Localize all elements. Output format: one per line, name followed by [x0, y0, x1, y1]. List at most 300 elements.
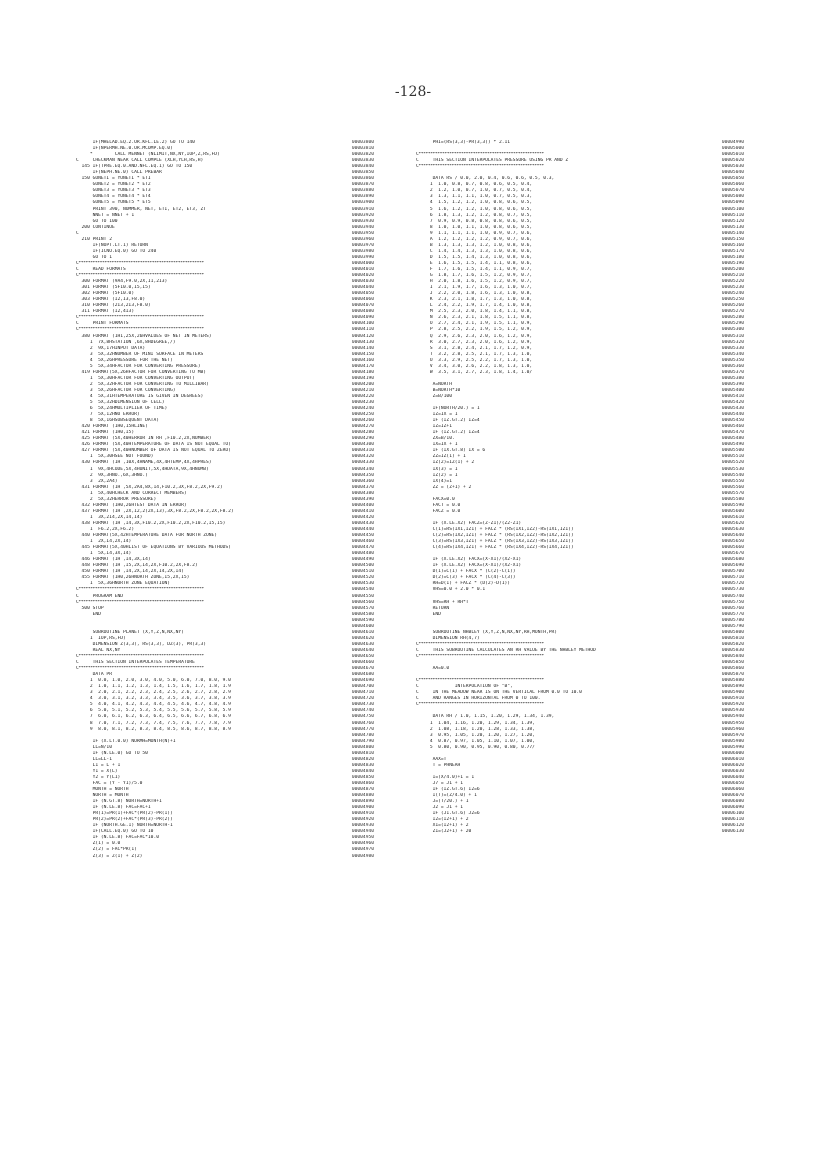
sequence-number: 00005270: [721, 309, 744, 315]
code-text: 431 FORMAT (1H ,5X,2A4,8X,14,F10.2,3X,F8.2,2X,F9.2): [76, 484, 223, 490]
code-text: C THIS SECTION INTERPOLATES TEMPERATURE: [76, 660, 195, 666]
sequence-number: 00006060: [721, 787, 744, 793]
sequence-number: 00005060: [721, 182, 744, 188]
code-text: PR(1)=PR(1)+FAC*(PR(2)-PR(1)): [76, 811, 173, 817]
code-text: S 3.1, 2.8, 2.4, 2.1, 1.7, 1.2, 0.9,: [416, 345, 533, 351]
code-text: Z1=(J2+1) + 20: [416, 829, 472, 835]
sequence-number: 00004290: [351, 436, 374, 442]
sequence-number: 00005130: [721, 224, 744, 230]
sequence-number: 00003920: [351, 212, 374, 218]
sequence-number: 00004850: [351, 774, 374, 780]
code-text: IF (IX.GT.8) IX = 6: [416, 448, 486, 454]
code-text: END: [76, 611, 101, 617]
sequence-number: 00003830: [351, 158, 374, 164]
code-text: MONTH = NORTH: [76, 787, 129, 793]
sequence-number: 00006070: [721, 793, 744, 799]
sequence-number: 00005380: [721, 375, 744, 381]
sequence-number: 00003940: [351, 224, 374, 230]
sequence-number: 00005910: [721, 696, 744, 702]
code-text: IF (NORTH.GE.1) NORTH=NORTH-1: [76, 823, 173, 829]
sequence-number: 00004440: [351, 527, 374, 532]
code-text: D 1.5, 1.5, 1.4, 1.3, 1.0, 0.8, 0.6,: [416, 254, 533, 260]
sequence-number: 00005460: [721, 424, 744, 430]
sequence-number: 00004940: [351, 829, 374, 835]
code-text: A 1.2, 1.2, 1.2, 1.2, 0.9, 0.7, 0.6,: [416, 236, 533, 242]
code-text: 9 8.0, 8.1, 8.2, 8.3, 8.4, 8.5, 8.6, 8.7, 8.8, 8.9: [76, 726, 231, 732]
sequence-number: 00005160: [721, 242, 744, 248]
code-text: 448 FORMAT (1H ,I5,2X,I4,2X,F10.2,2X,F8.2): [76, 563, 198, 569]
code-text: W 3.5, 3.1, 2.7, 2.3, 1.8, 1.4, 1.0/: [416, 369, 533, 375]
sequence-number: 00004340: [351, 466, 374, 472]
code-text: PR(2)=PR(2)+FAC*(PR(3)-PR(2)): [76, 817, 173, 823]
sequence-number: 00005300: [721, 327, 744, 333]
code-text: 9 1.1, 1.1, 1.1, 1.0, 0.9, 0.7, 0.6,: [416, 230, 533, 236]
sequence-number: 00004210: [351, 387, 374, 393]
sequence-number: 00004880: [351, 793, 374, 799]
sequence-number: 00005020: [721, 158, 744, 164]
code-text: C THIS SUBROUTINE CALCULATES AN RH VALUE BY THE NHBLEY METHOD: [416, 647, 596, 653]
sequence-number: 00004560: [351, 599, 374, 605]
code-text: C INTERPOLATION OF "B",: [416, 684, 513, 690]
code-text: FACZ = 0.0: [416, 508, 461, 514]
sequence-number: 00004620: [351, 635, 374, 641]
code-text: C(2)=RS(IX2,IZ1) + FACZ * (RS(IX2,IZ2)-RS(IX2,IZ1)): [416, 533, 574, 539]
sequence-number: 00004900: [351, 805, 374, 811]
code-text: 4 1.5, 1.2, 1.2, 1.0, 0.8, 0.6, 0.5,: [416, 200, 533, 206]
sequence-number: 00004170: [351, 363, 374, 369]
sequence-number: 00004590: [351, 617, 374, 623]
sequence-number: 00005730: [721, 587, 744, 593]
code-text: C*****************************************************: [416, 702, 544, 708]
code-text: L 2.4, 2.2, 1.9, 1.7, 1.4, 1.0, 0.8,: [416, 303, 533, 309]
sequence-number: 00004360: [351, 478, 374, 484]
code-text: 2 1.2, 1.0, 0.7, 1.0, 0.7, 0.5, 0.4,: [416, 188, 533, 194]
sequence-number: 00004130: [351, 339, 374, 345]
sequence-number: 00004300: [351, 442, 374, 448]
sequence-number: 00003990: [351, 254, 374, 260]
code-text: IF(NPERMH.NE.0.OR.MCOMP.EQ.0): [76, 146, 173, 152]
code-text: VHS=RH + RH*T: [416, 599, 469, 605]
code-text: 430 FORMAT (1H ,10X,4HNAME,4X,4HTEMP,4X,4HPRES): [76, 460, 212, 466]
sequence-number: 00005400: [721, 387, 744, 393]
code-text: 446 FORMAT (1H ,I4,3X,I4): [76, 557, 151, 563]
sequence-number: 00003910: [351, 206, 374, 212]
code-text: FAC = (Y - Y1)/5.0: [76, 780, 143, 786]
sequence-number: 00005690: [721, 563, 744, 569]
sequence-number: 00005390: [721, 381, 744, 387]
code-text: IX(3) = 1: [416, 466, 458, 472]
code-text: 426 FORMAT (5X,40HTEMPERATURE OF DATA IS NOT EQUAL TO): [76, 442, 231, 448]
code-text: SUBROUTINE NHBLEY (X,Y,Z,N,NX,NY,RH,MONTH,PR): [416, 629, 558, 635]
code-text: IF (N.GT.8) NORTH=NORTH+1: [76, 799, 162, 805]
sequence-number: 00004460: [351, 539, 374, 545]
sequence-number: 00004500: [351, 563, 374, 569]
sequence-number: 00005190: [721, 260, 744, 266]
sequence-number: 00004040: [351, 285, 374, 291]
sequence-number: 00005580: [721, 496, 744, 502]
code-text: 8 1.0, 1.0, 1.1, 1.0, 0.8, 0.6, 0.5,: [416, 224, 533, 230]
sequence-number: 00005980: [721, 738, 744, 744]
code-text: C*****************************************************: [76, 327, 204, 333]
code-text: R 3.0, 2.7, 2.3, 2.0, 1.6, 1.2, 0.9,: [416, 339, 533, 345]
sequence-number: 00005330: [721, 345, 744, 351]
sequence-number: 00004490: [351, 557, 374, 563]
sequence-number: 00004200: [351, 381, 374, 387]
code-text: C THIS SECTION INTERPOLATES PRESSURE USING PR AND Z: [416, 158, 569, 164]
sequence-number: 00004430: [351, 520, 374, 526]
sequence-number: 00004240: [351, 406, 374, 412]
sequence-number: 00005830: [721, 647, 744, 653]
sequence-number: 00004030: [351, 279, 374, 285]
sequence-number: 00005070: [721, 188, 744, 194]
code-text: IF(ICNO.EQ.0) GO TO 240: [76, 248, 157, 254]
code-text: 5 0.80, 0.90, 0.95, 0.90, 0.80, 0.77/: [416, 744, 535, 750]
sequence-number: 00004760: [351, 720, 374, 726]
code-text: RETURN: [416, 605, 450, 611]
sequence-number: 00004350: [351, 472, 374, 478]
sequence-number: 00004140: [351, 345, 374, 351]
sequence-number: 00004160: [351, 357, 374, 363]
sequence-number: 00004520: [351, 575, 374, 581]
code-text: AAX=T: [416, 756, 447, 762]
code-text: 145 IF(TPRE.EQ.0.AND.NFL.EQ.1) GO TO 150: [76, 164, 193, 170]
code-text: ZZ=IZ(1) + 1: [416, 454, 466, 460]
code-text: IF (X.LT.0.0) NORMH=MONTH(N)+1: [76, 738, 176, 744]
code-text: 311 FORMAT (I2,4I3): [76, 309, 135, 315]
sequence-number: 00004310: [351, 448, 374, 454]
sequence-number: 00003800: [351, 140, 374, 145]
sequence-number: 00004250: [351, 412, 374, 418]
sequence-number: 00005000: [721, 146, 744, 152]
code-text: 3 5X,26HFACTOR FOR CONVERTING): [76, 387, 176, 393]
code-text: LL=N/10: [76, 744, 112, 750]
code-text: 6 5X,24HMULTIPLIER OF TIME): [76, 406, 168, 412]
sequence-number: 00004710: [351, 690, 374, 696]
code-text: 3 5X,32HNUMBER OF MINI SURFACE IN METERS: [76, 351, 204, 357]
sequence-number: 00006100: [721, 811, 744, 817]
sequence-number: 00004060: [351, 297, 374, 303]
sequence-number: 00004080: [351, 309, 374, 315]
code-text: 4 5X,31HTEMPERATURE IS GIVEN IN DEGREES): [76, 393, 204, 399]
code-text: IF (N.LE.8) FAC=FAC*10.0: [76, 835, 159, 841]
sequence-number: 00004180: [351, 369, 374, 375]
code-text: C*****************************************************: [76, 653, 204, 659]
sequence-number: 00005220: [721, 279, 744, 285]
sequence-number: 00005080: [721, 194, 744, 200]
sequence-number: 00005510: [721, 454, 744, 460]
sequence-number: 00004050: [351, 291, 374, 297]
sequence-number: 00006030: [721, 768, 744, 774]
sequence-number: 00004980: [351, 853, 374, 859]
sequence-number: 00005920: [721, 702, 744, 708]
code-text: 7 6.0, 6.1, 6.2, 6.3, 6.4, 6.5, 6.6, 6.7, 6.8, 6.9: [76, 714, 231, 720]
code-text: 7 5X,12HNO ERROR): [76, 412, 140, 418]
code-text: J 2.2, 2.0, 1.8, 1.6, 1.3, 1.0, 0.8,: [416, 291, 533, 297]
sequence-number: 00005890: [721, 684, 744, 690]
sequence-number: 00006050: [721, 780, 744, 786]
code-text: DATA PR: [76, 672, 112, 678]
code-text: 7 0.9, 0.9, 0.8, 0.8, 0.8, 0.6, 0.5,: [416, 218, 533, 224]
sequence-number: 00005540: [721, 472, 744, 478]
code-text: 210 PRINT 2: [76, 236, 112, 242]
code-text: 4 5X,26HPRESSURE FOR THE NET): [76, 357, 173, 363]
code-text: NNET = NNET + 1: [76, 212, 135, 218]
sequence-number: 00004220: [351, 393, 374, 399]
code-text: 3 2X,2A4): [76, 478, 118, 484]
code-text: B 1.3, 1.3, 1.3, 1.2, 1.0, 0.8, 0.6,: [416, 242, 533, 248]
code-text: 8 5X,16HSUBSEQUENT DATA): [76, 418, 159, 424]
sequence-number: 00004510: [351, 569, 374, 575]
sequence-number: 00003840: [351, 164, 374, 170]
sequence-number: 00003980: [351, 248, 374, 254]
sequence-number: 00006120: [721, 823, 744, 829]
code-text: IF (IZ.GT.2) IZ=4: [416, 418, 480, 424]
sequence-number: 00004970: [351, 847, 374, 853]
sequence-number: 00003870: [351, 182, 374, 188]
code-text: J2 = J1 + 1: [416, 805, 464, 811]
sequence-number: 00004920: [351, 817, 374, 823]
code-text: ZZ = (Z+1) + 2: [416, 484, 472, 490]
sequence-number: 00004320: [351, 454, 374, 460]
sequence-number: 00004650: [351, 653, 374, 659]
sequence-number: 00005810: [721, 635, 744, 641]
sequence-number: 00004580: [351, 611, 374, 617]
code-text: E 1.6, 1.5, 1.5, 1.4, 1.1, 0.8, 0.6,: [416, 260, 533, 266]
code-text: T = PHNEAH: [416, 762, 461, 768]
code-text: 380 FORMAT (1H1,25X,26HVALUES OF NET IN METERS): [76, 333, 212, 339]
sequence-number: 00005620: [721, 520, 744, 526]
code-text: Z(2) = FAC*PR(1): [76, 847, 137, 853]
code-text: 425 FORMAT (5X,40HERROR IN RH ,F10.2,2X,NUMBER): [76, 436, 212, 442]
sequence-number: 00003960: [351, 236, 374, 242]
sequence-number: 00004150: [351, 351, 374, 357]
code-text: Z(3) = Z(1) + Z(2): [76, 853, 143, 859]
sequence-number: 00004380: [351, 490, 374, 496]
code-text: C*****************************************************: [76, 273, 204, 279]
sequence-number: 00005790: [721, 623, 744, 629]
code-text: IF (J1.GT.6) J2=6: [416, 811, 480, 817]
sequence-number: 00005210: [721, 273, 744, 279]
sequence-number: 00005780: [721, 617, 744, 623]
sequence-number: 00004960: [351, 841, 374, 847]
sequence-number: 00005880: [721, 678, 744, 684]
sequence-number: 00005520: [721, 460, 744, 466]
code-text: J=(T/20.) + 1: [416, 799, 469, 805]
sequence-number: 00005670: [721, 551, 744, 557]
sequence-number: 00005570: [721, 490, 744, 496]
code-text: 5 1.6, 1.2, 1.2, 1.0, 0.8, 0.6, 0.5,: [416, 206, 533, 212]
sequence-number: 00005040: [721, 170, 744, 176]
sequence-number: 00005660: [721, 545, 744, 551]
code-text: 1 3X,2I4,2X,I4,I4): [76, 514, 143, 520]
sequence-number: 00004990: [721, 140, 744, 145]
listing-left-column: [76, 140, 374, 860]
sequence-number: 00004410: [351, 508, 374, 514]
code-text: C*****************************************************: [416, 152, 544, 158]
code-text: 1 5X,30HFACTOR FOR CONVERTING OUTPUT): [76, 375, 195, 381]
code-text: G 1.8, 1.7, 1.6, 1.5, 1.2, 0.9, 0.7,: [416, 273, 533, 279]
code-text: DIMENSION RH(4,7): [416, 635, 480, 641]
code-text: C*****************************************************: [416, 641, 544, 647]
sequence-number: 00004470: [351, 545, 374, 551]
code-text: IF (IZ.GT.2) IZ=4: [416, 430, 480, 436]
code-text: IF (X.LE.X2) FACZ=(Z-Z1)/(Z2-Z1): [416, 520, 522, 526]
code-text: 6 5.0, 5.1, 5.2, 5.3, 5.4, 5.5, 5.6, 5.7, 5.8, 5.9: [76, 708, 231, 714]
sequence-number: 00005370: [721, 369, 744, 375]
code-text: C*****************************************************: [76, 599, 204, 605]
sequence-number: 00005500: [721, 448, 744, 454]
sequence-number: 00005640: [721, 533, 744, 539]
sequence-number: 00004120: [351, 333, 374, 339]
code-text: F 1.7, 1.6, 1.5, 1.4, 1.1, 0.9, 0.7,: [416, 266, 533, 272]
code-text: 445 FORMAT(5X,40HLIST OF EQUATIONS BY VARIOUS METHODS): [76, 545, 231, 551]
code-text: ZX=B/10.: [416, 436, 455, 442]
sequence-number: 00006090: [721, 805, 744, 811]
sequence-number: 00006110: [721, 817, 744, 823]
sequence-number: 00004740: [351, 708, 374, 714]
code-text: FACT = 0.0: [416, 502, 461, 508]
code-text: SUBROUTINE PLANET (X,Y,Z,N,NX,NY): [76, 629, 184, 635]
sequence-number: 00004330: [351, 460, 374, 466]
sequence-number: 00005350: [721, 357, 744, 363]
sequence-number: 00005800: [721, 629, 744, 635]
sequence-number: 00003850: [351, 170, 374, 176]
sequence-number: 00004260: [351, 418, 374, 424]
sequence-number: 00005610: [721, 514, 744, 520]
sequence-number: 00005320: [721, 339, 744, 345]
code-text: C(3)=RS(IX3,IZ1) + FACZ * (RS(IX3,IZ2)-RS(IX3,IZ1)): [416, 539, 574, 545]
sequence-number: 00005450: [721, 418, 744, 424]
code-text: D(1)=C(1) + FACX * (C(2)-C(1)): [416, 569, 516, 575]
sequence-number: 00005530: [721, 466, 744, 472]
sequence-number: 00005600: [721, 508, 744, 514]
code-text: 1 5X,36HNORTH ZONE EQUATION): [76, 581, 171, 587]
code-text: 200 CONTINUE: [76, 224, 115, 230]
sequence-number: 00005470: [721, 430, 744, 436]
sequence-number: 00005430: [721, 406, 744, 412]
code-text: AA=0.0: [416, 666, 450, 672]
sequence-number: 00005290: [721, 321, 744, 327]
sequence-number: 00005230: [721, 285, 744, 291]
code-text: K 2.3, 2.1, 1.8, 1.7, 1.3, 1.0, 0.8,: [416, 297, 533, 303]
sequence-number: 00003900: [351, 200, 374, 206]
code-text: IF(NORTH/20.) = 1: [416, 406, 480, 412]
code-text: 300 FORMAT (9A4,F9.0,2X,I1,2I3): [76, 279, 168, 285]
code-text: H 2.0, 1.8, 1.6, 1.5, 1.2, 0.9, 0.7,: [416, 279, 533, 285]
code-text: IF (X.LE.X2) FACX=(X-X1)/(X2-X1): [416, 557, 522, 563]
code-text: 303 FORMAT (I2,I3,F8.0): [76, 297, 146, 303]
sequence-number: 00004570: [351, 605, 374, 611]
sequence-number: 00005720: [721, 581, 744, 587]
sequence-number: 00004230: [351, 400, 374, 406]
code-text: LL=LL-1: [76, 756, 112, 762]
sequence-number: 00006000: [721, 750, 744, 756]
code-text: L1 = L + 1: [76, 762, 121, 768]
sequence-number: 00005050: [721, 176, 744, 182]
sequence-number: 00004640: [351, 647, 374, 653]
code-text: IF(MHELAD.EQ.2.OR.KFL.LE.2) GO TO 140: [76, 140, 195, 145]
sequence-number: 00004370: [351, 484, 374, 490]
sequence-number: 00004720: [351, 696, 374, 702]
code-text: IF(NEPH.NE.0) CALL PREBAR: [76, 170, 162, 176]
sequence-number: 00004280: [351, 430, 374, 436]
code-text: 427 FORMAT (5X,40HNUMBER OF DATA IS NOT EQUAL TO ZERO): [76, 448, 231, 454]
sequence-number: 00005490: [721, 442, 744, 448]
code-text: 4 3.0, 3.1, 3.2, 3.3, 3.4, 3.5, 3.6, 3.7, 3.8, 3.9: [76, 696, 231, 702]
code-text: I 2.1, 1.9, 1.7, 1.6, 1.3, 1.0, 0.7,: [416, 285, 533, 291]
code-text: C: [76, 230, 79, 236]
code-text: 5 4.0, 4.1, 4.2, 4.3, 4.4, 4.5, 4.6, 4.7, 4.8, 4.9: [76, 702, 231, 708]
sequence-number: 00005900: [721, 690, 744, 696]
code-text: IZ=IZ+1: [416, 424, 452, 430]
sequence-number: 00005820: [721, 641, 744, 647]
sequence-number: 00004000: [351, 260, 374, 266]
sequence-number: 00004530: [351, 581, 374, 587]
code-text: B=NORTH*10: [416, 387, 461, 393]
code-text: Y2 = Y(L1): [76, 774, 121, 780]
code-text: I2=(I2+1) + 2: [416, 817, 469, 823]
code-text: 301 FORMAT (5F10.0,I5,I5): [76, 285, 151, 291]
sequence-number: 00004110: [351, 327, 374, 333]
code-text: 2 5X,32HFACTOR FOR CONVERTING TO MILLIBAR): [76, 381, 209, 387]
code-text: Z=B/100: [416, 393, 452, 399]
code-text: 1 9X,4HCODE,5X,4HUNIT,5X,4HDATA,9X,4HNUMB): [76, 466, 209, 472]
code-text: C(1)=RS(IX1,IZ1) + FACZ * (RS(IX1,IZ2)-RS(IX1,IZ1)): [416, 527, 574, 532]
sequence-number: 00005180: [721, 254, 744, 260]
sequence-number: 00003880: [351, 188, 374, 194]
code-text: IF(NOPT.LT.1) RETURN: [76, 242, 148, 248]
code-text: V 3.4, 3.0, 2.6, 2.2, 1.8, 1.3, 1.0,: [416, 363, 533, 369]
sequence-number: 00004090: [351, 315, 374, 321]
code-text: GO TO 1: [76, 254, 112, 260]
code-text: I(T)=(Z/4.0) + 1: [416, 793, 477, 799]
code-text: REAL NX,NY: [76, 647, 121, 653]
sequence-number: 00005550: [721, 478, 744, 484]
sequence-number: 00005990: [721, 744, 744, 750]
code-text: GO TO 100: [76, 218, 118, 224]
code-text: I=(X/4.0)+1 = 1: [416, 774, 475, 780]
sequence-number: 00005260: [721, 303, 744, 309]
code-text: GUNET4 = YUNET4 * ET4: [76, 194, 151, 200]
sequence-number: 00005360: [721, 363, 744, 369]
sequence-number: 00005010: [721, 152, 744, 158]
code-text: IF (N.LE.0) GO TO 50: [76, 750, 148, 756]
code-text: PRINT 390, NUMMER, NET, ETI, ET2, ET3, ZT: [76, 206, 206, 212]
code-text: 150 GUNETI = YUNETI * ETI: [76, 176, 151, 182]
code-text: 1 1.04, 1.16, 1.20, 1.29, 1.34, 1.39,: [416, 720, 535, 726]
sequence-number: 00004680: [351, 672, 374, 678]
code-text: C CHECKMAN NEAR CALL COMPLE (XLH,YLH,RS,H): [76, 158, 204, 164]
code-text: IF (IZ.GT.6) I2=6: [416, 787, 480, 793]
code-text: 420 FORMAT (1H0,15HLINE): [76, 424, 148, 430]
sequence-number: 00003890: [351, 194, 374, 200]
code-text: DATA RS / 0.0, 2.0, 0.4, 0.6, 0.6, 0.5, 0.3,: [416, 176, 555, 182]
code-text: U 3.3, 2.9, 2.5, 2.2, 1.7, 1.3, 1.0,: [416, 357, 533, 363]
sequence-number: 00004870: [351, 787, 374, 793]
code-text: C*****************************************************: [76, 666, 204, 672]
code-text: * CALL MENNET (NLIMIT,NX,NY,IOP,Z,RS,FD): [76, 152, 220, 158]
code-text: DIMENSION Z(3,3), RS(3,3), DZ(3), PR(3,3): [76, 641, 206, 647]
sequence-number: 00004860: [351, 780, 374, 786]
code-line: [416, 829, 744, 835]
code-text: IX(4)=1: [416, 478, 452, 484]
sequence-number: 00004010: [351, 266, 374, 272]
code-text: 2 9X,17HINPUT DATA): [76, 345, 146, 351]
sequence-number: 00005310: [721, 333, 744, 339]
code-text: 1 F6.2,2X,F6.2): [76, 527, 135, 532]
code-text: IZ(2)=IZ(1) + 2: [416, 460, 475, 466]
sequence-number: 00005700: [721, 569, 744, 575]
